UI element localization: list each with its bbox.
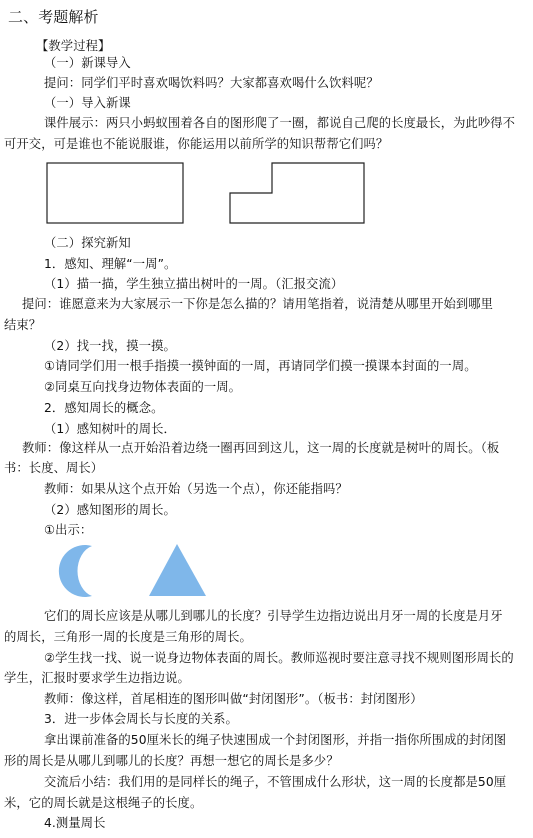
text-line: 1．感知、理解“一周”。 <box>44 257 177 271</box>
text-line: 4.测量周长 <box>44 816 106 830</box>
rectangle-figures <box>44 160 374 228</box>
crescent-triangle-figures <box>44 542 224 600</box>
text-line: 【教学过程】 <box>36 39 111 53</box>
text-line: （二）探究新知 <box>44 236 131 250</box>
crescent-shape <box>59 545 92 597</box>
triangle-shape <box>149 544 206 596</box>
text-line: 书：长度、周长） <box>4 461 104 475</box>
text-line: 交流后小结：我们用的是同样长的绳子，不管围成什么形状，这一周的长度都是50厘 <box>44 775 507 789</box>
text-line: 3．进一步体会周长与长度的关系。 <box>44 712 238 726</box>
stepped-shape <box>230 163 364 223</box>
text-line: ①出示： <box>44 523 93 537</box>
text-line: （1）描一描，学生独立描出树叶的一周。（汇报交流） <box>44 277 344 291</box>
text-line: 提问：谁愿意来为大家展示一下你是怎么描的？请用笔指着，说清楚从哪里开始到哪里 <box>22 297 494 311</box>
rectangle-shape <box>47 163 183 223</box>
text-line: 教师：像这样，首尾相连的图形叫做“封闭图形”。（板书：封闭图形） <box>44 692 423 706</box>
text-line: 提问：同学们平时喜欢喝饮料吗？大家都喜欢喝什么饮料呢？ <box>44 76 379 90</box>
text-line: 教师：像这样从一点开始沿着边绕一圈再回到这儿，这一周的长度就是树叶的周长。（板 <box>22 441 500 455</box>
text-line: （2）找一找，摸一摸。 <box>44 339 176 353</box>
text-line: ②同桌互向找身边物体表面的一周。 <box>44 380 242 394</box>
text-line: 可开交，可是谁也不能说服谁，你能运用以前所学的知识帮帮它们吗？ <box>4 137 389 151</box>
text-line: 它们的周长应该是从哪儿到哪儿的长度？引导学生边指边说出月牙一周的长度是月牙 <box>44 609 503 623</box>
text-line: 的周长，三角形一周的长度是三角形的周长。 <box>4 630 252 644</box>
text-line: 2．感知周长的概念。 <box>44 401 164 415</box>
text-line: （一）新课导入 <box>44 56 131 70</box>
text-line: ①请同学们用一根手指摸一摸钟面的一周，再请同学们摸一摸课本封面的一周。 <box>44 359 477 373</box>
text-line: 结束？ <box>4 318 42 332</box>
text-line: （1）感知树叶的周长． <box>44 422 176 436</box>
text-line: （2）感知图形的周长。 <box>44 503 176 517</box>
text-line: 教师：如果从这个点开始（另选一个点），你还能指吗？ <box>44 482 348 496</box>
text-line: 学生，汇报时要求学生边指边说。 <box>4 671 190 685</box>
text-line: 形的周长是从哪儿到哪儿的长度？再想一想它的周长是多少？ <box>4 754 339 768</box>
text-line: 米，它的周长就是这根绳子的长度。 <box>4 796 203 810</box>
text-line: （一）导入新课 <box>44 96 131 110</box>
section-heading: 二、考题解析 <box>8 8 99 26</box>
text-line: 拿出课前准备的50厘米长的绳子快速围成一个封闭图形，并指一指你所围成的封闭图 <box>44 733 507 747</box>
text-line: ②学生找一找、说一说身边物体表面的周长。教师巡视时要注意寻找不规则图形周长的 <box>44 651 514 665</box>
text-line: 课件展示：两只小蚂蚁围着各自的图形爬了一圈，都说自己爬的长度最长，为此吵得不 <box>44 116 516 130</box>
